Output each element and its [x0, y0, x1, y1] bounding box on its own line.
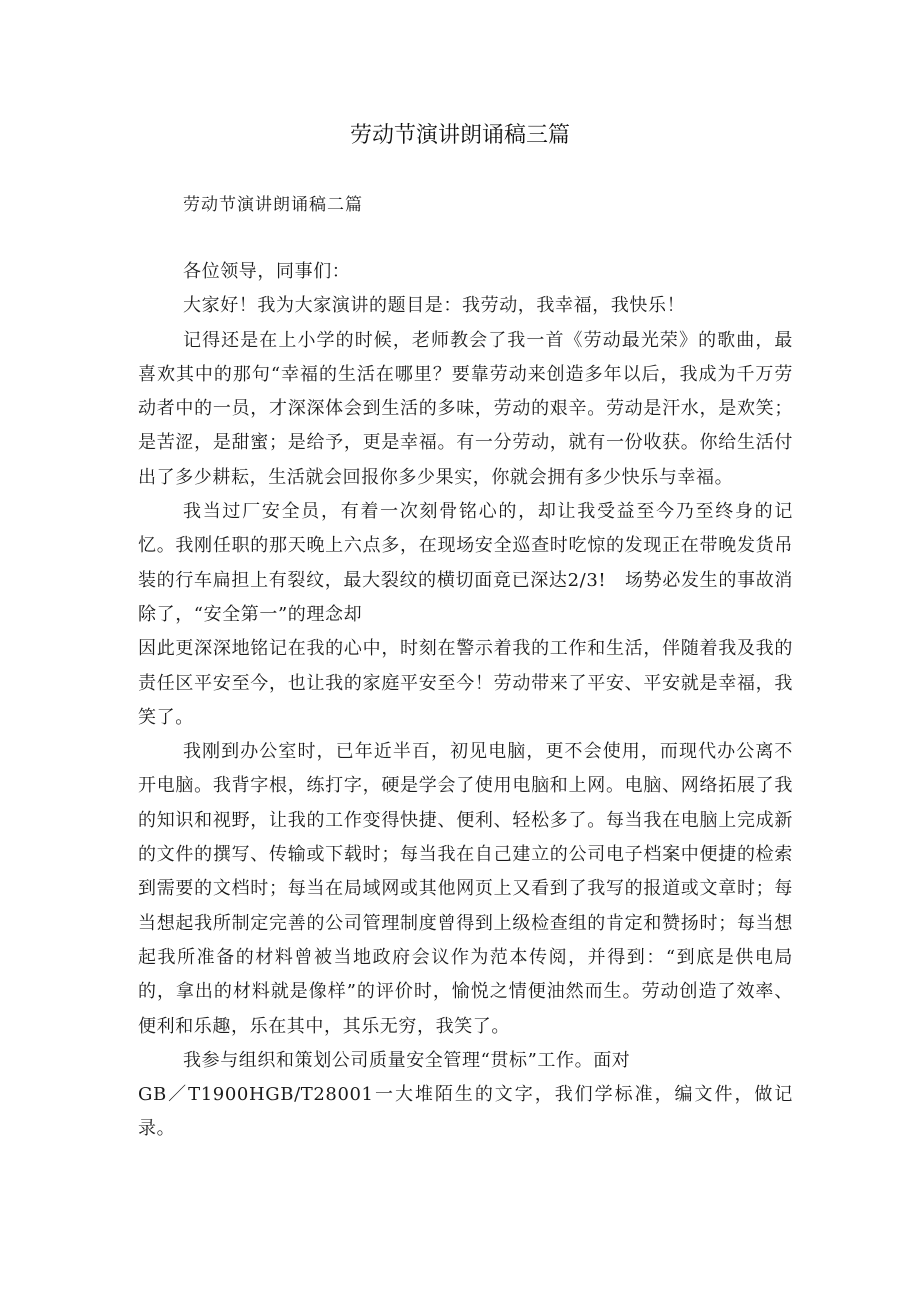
body-paragraph: GB／T1900HGB/T28001一大堆陌生的文字，我们学标准，编文件，做记录。 — [138, 1084, 793, 1140]
greeting-paragraph: 各位领导，同事们： — [183, 261, 351, 282]
body-paragraph: 我刚到办公室时，已年近半百，初见电脑，更不会使用，而现代办公离不开电脑。我背字根，练打字，硬是学会了使用电脑和上网。电脑、网络拓展了我的知识和视野，让我的工作变得快捷、便利、轻松多了。每当我在电脑上完成新的文件的撰写、传输或下载时；每当我在自己建立的公司电子档案中便捷的检索到需要的文档时；每当在局域网或其他网页上又看到了我写的报道或文章时；每当想起我所制定完善的公司管理制度曾得到上级检查组的肯定和赞扬时；每当想起我所准备的材料曾被当地政府会议作为范本传阅，并得到：“到底是供电局的，拿出的材料就是像样”的评价时，愉悦之情便油然而生。劳动创造了效率、便利和乐趣，乐在其中，其乐无穷，我笑了。 — [138, 741, 793, 1037]
body-paragraph: 我参与组织和策划公司质量安全管理“贯标”工作。面对 — [183, 1049, 631, 1071]
body-paragraph: 大家好！我为大家演讲的题目是：我劳动，我幸福，我快乐！ — [183, 295, 686, 317]
document-title: 劳动节演讲朗诵稿三篇 — [349, 123, 570, 148]
body-paragraph: 我当过厂安全员，有着一次刻骨铭心的，却让我受益至今乃至终身的记忆。我刚任职的那天晚上六点多，在现场安全巡查时吃惊的发现正在带晚发货吊装的行车扁担上有裂纹，最大裂纹的横切面竟已深达2/3! 场势必发生的事故消除了，“安全第一”的理念却 — [138, 501, 793, 625]
body-paragraph: 因此更深深地铭记在我的心中，时刻在警示着我的工作和生活，伴随着我及我的责任区平安至今，也让我的家庭平安至今！劳动带来了平安、平安就是幸福，我笑了。 — [138, 638, 793, 728]
body-paragraph: 记得还是在上小学的时候，老师教会了我一首《劳动最光荣》的歌曲，最喜欢其中的那句“幸福的生活在哪里？要靠劳动来创造多年以后，我成为千万劳动者中的一员，才深深体会到生活的多味，劳动的艰辛。劳动是汗水，是欢笑；是苦涩，是甜蜜；是给予，更是幸福。有一分劳动，就有一份收获。你给生活付出了多少耕耘，生活就会回报你多少果实，你就会拥有多少快乐与幸福。 — [138, 329, 793, 488]
document-subtitle: 劳动节演讲朗诵稿二篇 — [183, 195, 363, 215]
document-body — [138, 255, 793, 1147]
